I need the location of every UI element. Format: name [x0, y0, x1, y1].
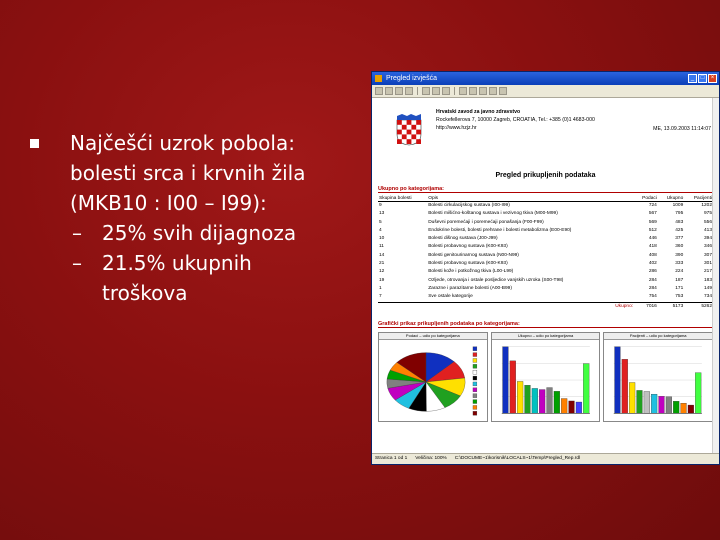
report-title: Pregled prikupljenih podataka — [495, 172, 596, 179]
table-cell: 483 — [675, 219, 684, 225]
legend-swatch — [473, 370, 477, 374]
table-row — [378, 202, 713, 211]
table-cell: 171 — [675, 285, 684, 291]
table-cell: 512 — [648, 227, 657, 233]
sub-bullet-line: 21.5% ukupnih — [102, 251, 252, 275]
bar — [532, 388, 538, 413]
table-row — [378, 260, 713, 268]
table-cell: 556 — [703, 219, 712, 225]
column-header: Opis — [427, 196, 634, 202]
org-web: http://www.hzjz.hr — [436, 125, 477, 131]
main-bullet — [30, 128, 360, 218]
bar-chart-total — [492, 340, 600, 422]
table-cell: 21 — [379, 261, 385, 267]
bar — [615, 347, 621, 414]
toolbar-separator — [417, 87, 418, 95]
bar — [546, 387, 552, 413]
table-cell: Bolesti probavnog sustava (K00-K93) — [428, 244, 508, 250]
refresh-icon[interactable] — [489, 87, 497, 95]
legend-swatch — [473, 376, 477, 380]
bar — [554, 391, 560, 413]
table-cell: 286 — [648, 269, 657, 275]
table-cell: 333 — [675, 261, 684, 267]
bullet-line: Najčešći uzrok pobola: — [70, 131, 295, 155]
table-cell: 975 — [703, 211, 712, 217]
table-cell: 390 — [675, 252, 684, 258]
chart-title: Pacijenti – udio po kategorijama — [604, 333, 712, 340]
table-cell: 284 — [648, 285, 657, 291]
table-cell: 187 — [675, 277, 684, 283]
close-report-icon[interactable] — [499, 87, 507, 95]
org-address: Rockefellerova 7, 10000 Zagreb, CROATIA, Tel.: +385 (0)1 4683-000 — [436, 117, 595, 123]
table-row — [378, 235, 713, 243]
table-cell: Zarazne i parazitarne bolesti (A00-B99) — [428, 285, 512, 291]
table-cell: 567 — [648, 211, 657, 217]
bullet-square-icon — [30, 139, 39, 148]
table-cell: Ozljede, otrovanja i ostale posljedice vanjskih uzroka (S00-T98) — [428, 277, 564, 283]
table-cell: 7016 — [634, 302, 658, 311]
charts-section-title: Grafički prikaz prikupljenih podataka po kategorijama: — [378, 321, 713, 328]
pie-chart — [379, 340, 487, 422]
table-row — [378, 219, 713, 227]
table-cell: 418 — [648, 244, 657, 250]
zoom-in-icon[interactable] — [459, 87, 467, 95]
report-page — [372, 98, 719, 454]
bar — [539, 389, 545, 413]
column-header: Pacijenti — [684, 196, 713, 202]
save-icon[interactable] — [432, 87, 440, 95]
table-cell: 11 — [379, 244, 384, 250]
bar — [524, 385, 530, 413]
legend-swatch — [473, 411, 477, 415]
window-titlebar[interactable] — [372, 72, 719, 85]
bar — [630, 382, 636, 413]
column-header: Podaci — [634, 196, 658, 202]
bar — [568, 401, 574, 413]
legend-swatch — [473, 382, 477, 386]
croatian-coat-of-arms-icon — [396, 114, 422, 146]
table-cell: 734 — [703, 294, 712, 300]
table-cell: 569 — [648, 219, 657, 225]
totals-row — [378, 302, 713, 311]
dash-icon: – — [72, 251, 82, 275]
table-cell: 19 — [379, 277, 385, 283]
table-cell: 753 — [675, 294, 684, 300]
organization-info — [436, 108, 595, 132]
table-row — [378, 243, 713, 251]
bar — [510, 361, 516, 413]
bar — [696, 373, 702, 414]
next-page-icon[interactable] — [395, 87, 403, 95]
slide-content — [30, 128, 360, 308]
table-cell: 149 — [703, 285, 712, 291]
table-row — [378, 210, 713, 218]
section-title: Ukupno po kategorijama: — [378, 186, 713, 193]
table-cell: 446 — [648, 236, 657, 242]
legend-swatch — [473, 364, 477, 368]
status-path: C:\DOCUME~1\korisnik\LOCALS~1\Temp\Pregled_Rep.rdl — [454, 456, 581, 461]
table-cell: 12 — [379, 269, 385, 275]
close-button[interactable]: × — [708, 74, 717, 83]
table-cell: 9 — [379, 203, 382, 208]
table-cell: 183 — [703, 277, 712, 283]
bar — [637, 390, 643, 413]
sub-bullet — [30, 218, 360, 248]
column-header: Skupina bolesti — [378, 196, 427, 202]
table-cell: 1009 — [672, 203, 684, 208]
table-cell: Bolesti genitourinarnog sustava (N00-N99) — [428, 252, 519, 258]
charts-row — [378, 332, 713, 422]
bar — [688, 405, 694, 413]
bullet-line: (MKB10 : I00 – I99): — [70, 191, 267, 215]
search-icon[interactable] — [479, 87, 487, 95]
table-row — [378, 252, 713, 260]
zoom-out-icon[interactable] — [469, 87, 477, 95]
table-cell: Bolesti dišnog sustava (J00-J99) — [428, 236, 498, 242]
bar — [681, 403, 687, 413]
prev-page-icon[interactable] — [385, 87, 393, 95]
status-bar — [372, 453, 719, 464]
table-cell: 1202 — [701, 203, 712, 208]
bar-chart-patients — [604, 340, 712, 422]
report-header — [378, 100, 713, 172]
sub-bullet-line: 25% svih dijagnoza — [102, 221, 297, 245]
table-cell: 7 — [379, 294, 382, 300]
table-cell: 346 — [703, 244, 712, 250]
bar — [502, 347, 508, 414]
table-cell: 284 — [648, 277, 657, 283]
report-datetime: ME, 13.09.2003 11:14:07 — [653, 126, 711, 132]
legend-swatch — [473, 405, 477, 409]
legend-swatch — [473, 347, 477, 351]
table-cell: 377 — [675, 236, 684, 242]
table-cell: 724 — [648, 203, 657, 208]
bar — [644, 391, 650, 413]
bar — [517, 381, 523, 413]
table-cell: 408 — [648, 252, 657, 258]
report-preview-window — [371, 71, 720, 465]
table-cell: Duševni poremećaji i poremećaji ponašanja (F00-F99) — [428, 219, 544, 225]
table-cell: Bolesti probavnog sustava (K00-K93) — [428, 261, 508, 267]
toolbar-separator — [454, 87, 455, 95]
table-cell: Endokrine bolesti, bolesti prehrane i bolesti metabolizma (E00-E90) — [428, 227, 572, 233]
table-cell: 5173 — [658, 302, 684, 311]
legend-swatch — [473, 394, 477, 398]
sub-bullet — [30, 248, 360, 308]
table-cell: 224 — [675, 269, 684, 275]
column-header: Ukupno — [658, 196, 684, 202]
vertical-scrollbar[interactable] — [712, 98, 719, 454]
table-cell — [378, 302, 427, 311]
table-row — [378, 227, 713, 235]
dash-icon: – — [72, 221, 82, 245]
table-cell: 307 — [703, 252, 712, 258]
bar — [622, 359, 628, 413]
table-cell: 301 — [703, 261, 712, 267]
legend-swatch — [473, 358, 477, 362]
bar — [561, 398, 567, 413]
table-cell: 394 — [703, 236, 712, 242]
legend-swatch — [473, 399, 477, 403]
table-cell: 402 — [648, 261, 657, 267]
table-cell: 1 — [379, 285, 382, 291]
table-cell: Bolesti mišićno-koštanog sustava i vezivnog tkiva (M00-M99) — [428, 211, 558, 217]
table-cell: 425 — [675, 227, 684, 233]
bar — [666, 396, 672, 413]
table-cell: 217 — [703, 269, 712, 275]
bar-chart-panel-patients — [603, 332, 713, 422]
sub-bullet-line: troškova — [102, 281, 188, 305]
minimize-button[interactable]: _ — [688, 74, 697, 83]
table-cell: 795 — [675, 211, 684, 217]
bar-chart-panel-total — [491, 332, 601, 422]
table-cell: Bolesti cirkulacijskog sustava (I00-I99) — [428, 203, 510, 208]
pie-chart-panel — [378, 332, 488, 422]
table-row — [378, 268, 713, 276]
table-cell: 13 — [379, 211, 385, 217]
toolbar — [372, 85, 719, 98]
maximize-button[interactable]: □ — [698, 74, 707, 83]
table-cell: Sve ostale kategorije — [428, 294, 473, 300]
app-icon — [375, 75, 382, 82]
bullet-line: bolesti srca i krvnih žila — [70, 161, 306, 185]
bar — [652, 394, 658, 413]
window-title: Pregled izvješća — [386, 75, 437, 82]
export-icon[interactable] — [442, 87, 450, 95]
last-page-icon[interactable] — [405, 87, 413, 95]
table-cell: Ukupno: — [427, 302, 634, 311]
first-page-icon[interactable] — [375, 87, 383, 95]
bar — [576, 402, 582, 413]
category-table — [378, 196, 713, 311]
table-cell: 754 — [648, 294, 657, 300]
legend-swatch — [473, 352, 477, 356]
status-page: Stranica 1 od 1 — [375, 456, 408, 461]
status-zoom: Veličina: 100% — [415, 456, 447, 461]
table-cell: 413 — [703, 227, 712, 233]
chart-title: Podaci – udio po kategorijama — [379, 333, 487, 340]
table-cell: 4 — [379, 227, 382, 233]
legend-swatch — [473, 388, 477, 392]
org-name: Hrvatski zavod za javno zdravstvo — [436, 109, 521, 115]
table-cell: 5262 — [684, 302, 713, 311]
table-cell: 5 — [379, 219, 382, 225]
table-row — [378, 277, 713, 285]
table-cell: Bolesti kože i potkožnog tkiva (L00-L99) — [428, 269, 514, 275]
table-cell: 10 — [379, 236, 385, 242]
chart-title: Ukupno – udio po kategorijama — [492, 333, 600, 340]
print-icon[interactable] — [422, 87, 430, 95]
table-cell: 360 — [675, 244, 684, 250]
bar — [583, 363, 589, 413]
bar — [674, 401, 680, 413]
bar — [659, 396, 665, 413]
table-cell: 14 — [379, 252, 385, 258]
table-row — [378, 293, 713, 302]
table-row — [378, 285, 713, 293]
